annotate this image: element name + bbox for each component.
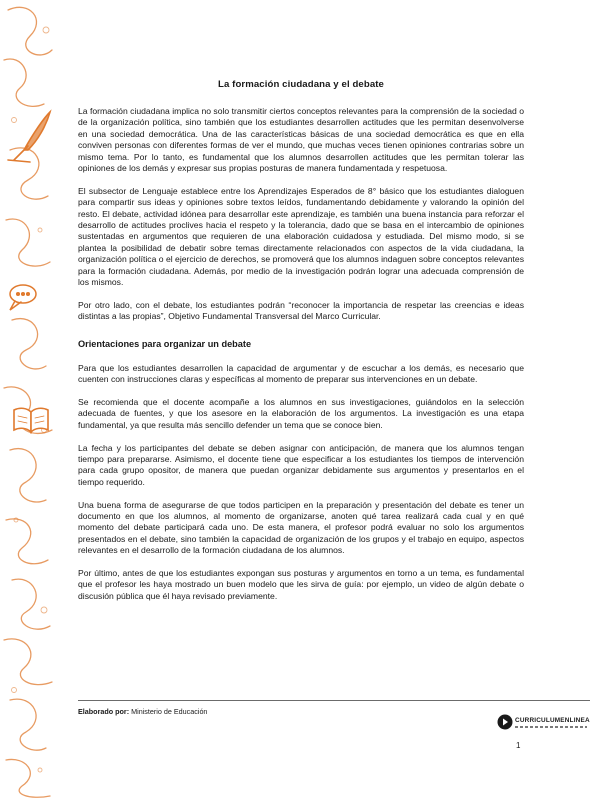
curriculum-logo — [497, 714, 589, 736]
paragraph: El subsector de Lenguaje establece entre los Aprendizajes Esperados de 8° básico que los estudiantes dialoguen para compartir sus ideas y opiniones sobre textos leídos, fundamentando debidamente y valorando la opinión del resto. El debate, actividad idónea para desarrollar este aprendizaje, es también una buena instancia para reforzar el desarrollo de actitudes proclives hacia el respeto y la tolerancia, dado que se basa en el intercambio de opiniones sustentadas en argumentos que requieren de una elaboración cuidadosa y estudiada. Del mismo modo, si se plantea la posibilidad de debatir sobre temas directamente relacionados con aspectos de la vida ciudadana, la organización política o el ejercicio de derechos, se promoverá que los alumnos indaguen sobre conceptos relevantes para la formación ciudadana. Además, por medio de la investigación podrán lograr una adecuada comprensión de los mismos. — [78, 185, 524, 288]
document-title: La formación ciudadana y el debate — [217, 79, 384, 90]
footer-label: Elaborado por: — [78, 707, 130, 716]
paragraph: Para que los estudiantes desarrollen la capacidad de argumentar y de escuchar a los demás, es necesario que cuenten con instrucciones claras y específicas al momento de preparar sus intervenciones en un debate. — [78, 362, 524, 385]
paragraph: Por último, antes de que los estudiantes expongan sus posturas y argumentos en torno a un tema, es fundamental que el profesor les haya mostrado un buen modelo que les sirva de guía: por ejemplo, un video de algún debate o discusión pública que él haya revisado previamente. — [78, 567, 524, 601]
logo-name: CURRICULUMENLINEA — [515, 717, 590, 724]
document-body — [78, 79, 524, 614]
open-book-icon — [14, 408, 48, 432]
curriculum-logo-icon — [497, 714, 513, 730]
decorative-margin-border — [0, 0, 62, 800]
footer-divider — [78, 700, 590, 701]
footer-credit — [78, 707, 207, 716]
paragraph: La formación ciudadana implica no solo transmitir ciertos conceptos relevantes para la comprensión de la sociedad o de la organización política, sino también que los estudiantes desarrollen actitudes que les permitan desenvolverse en una sociedad democrática. Una de las características básicas de una sociedad democrática es que en ella conviven personas con diferentes formas de ver el mundo, que muchas veces tienen opiniones contrarias sobre un mismo tema. Por lo tanto, es fundamental que los alumnos desarrollen actitudes que les permitan tolerar las opiniones de los demás y expresar sus propias posturas de manera fundamentada y respetuosa. — [78, 106, 524, 174]
paragraph: Se recomienda que el docente acompañe a los alumnos en sus investigaciones, guiándolos en la selección adecuada de fuentes, y que los asesore en la elaboración de los argumentos. La investigación es una etapa fundamental, ya que resulta más sencillo defender un tema que se conoce bien. — [78, 396, 524, 430]
quill-icon — [8, 112, 50, 162]
section-heading: Orientaciones para organizar un debate — [78, 338, 252, 349]
speech-bubble-icon — [10, 285, 36, 310]
page-number: 1 — [516, 741, 521, 750]
paragraph: La fecha y los participantes del debate se deben asignar con anticipación, de manera que los alumnos tengan tiempo para prepararse. Asimismo, el docente tiene que especificar a los estudiantes los tiempos de intervención para cada grupo opositor, de manera que puedan organizar debidamente sus argumentos y presentarlos en el tiempo requerido. — [78, 442, 524, 487]
page-footer — [78, 700, 588, 716]
paragraph: Una buena forma de asegurarse de que todos participen en la preparación y presentación del debate es tener un documento en que los alumnos, al momento de organizarse, anoten qué tarea realizará cada cual y en qué momento del debate participará cada uno. De esta manera, el profesor podrá evaluar no solo los argumentos presentados en el debate, sino también la capacidad de organización de los grupos y el trabajo en equipo, aspectos relevantes en el desarrollo de la formación ciudadana de los alumnos. — [78, 499, 524, 556]
paragraph: Por otro lado, con el debate, los estudiantes podrán “reconocer la importancia de respetar las creencias e ideas distintas a las propias”, Objetivo Fundamental Transversal del Marco Curricular. — [78, 299, 524, 322]
logo-tagline-decoration — [515, 726, 587, 728]
footer-author: Ministerio de Educación — [131, 707, 208, 716]
